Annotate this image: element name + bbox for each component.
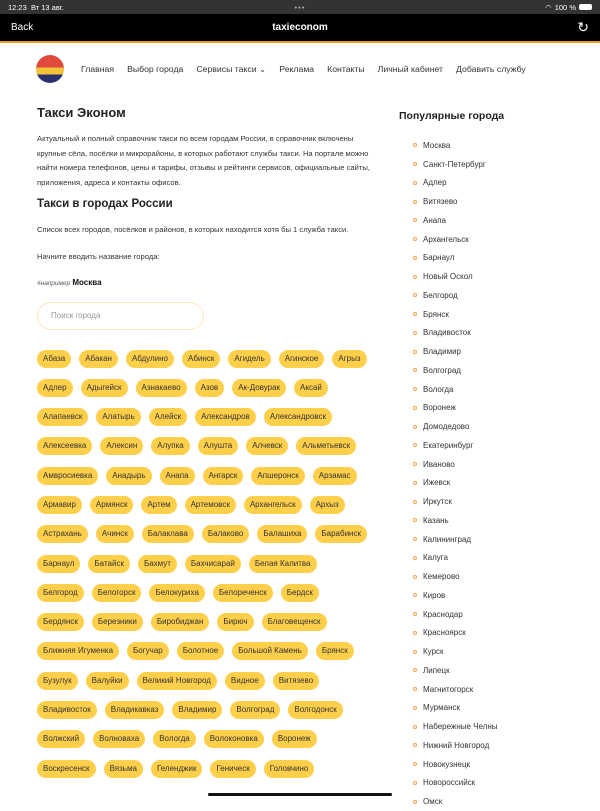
city-tag[interactable]: Адыгейск bbox=[81, 379, 128, 397]
city-tag[interactable]: Брянск bbox=[316, 642, 354, 660]
popular-city-label: Барнаул bbox=[423, 253, 455, 263]
city-tag-row bbox=[37, 408, 382, 426]
city-search-input[interactable] bbox=[37, 302, 204, 330]
popular-city-link[interactable] bbox=[399, 642, 589, 661]
popular-city-label: Нижний Новгород bbox=[423, 740, 490, 750]
popular-city-label: Владивосток bbox=[423, 328, 471, 338]
bullet-icon bbox=[413, 218, 417, 222]
popular-city-label: Мурманск bbox=[423, 703, 460, 713]
popular-city-label: Вологда bbox=[423, 384, 454, 394]
city-tag[interactable]: Агинское bbox=[279, 350, 325, 368]
city-tag-row bbox=[37, 496, 382, 514]
popular-city-link[interactable] bbox=[399, 717, 589, 736]
menu-item[interactable]: Выбор города bbox=[127, 64, 184, 74]
bullet-icon bbox=[413, 387, 417, 391]
bullet-icon bbox=[413, 425, 417, 429]
city-tag[interactable]: Биробиджан bbox=[151, 613, 210, 631]
popular-city-label: Иркутск bbox=[423, 497, 452, 507]
city-tag[interactable]: Абдулино bbox=[126, 350, 174, 368]
city-tag[interactable]: Адлер bbox=[37, 379, 73, 397]
city-tag-row bbox=[37, 467, 382, 485]
city-tag[interactable]: Головчино bbox=[264, 760, 315, 778]
popular-city-label: Кемерово bbox=[423, 572, 460, 582]
popular-city-label: Брянск bbox=[423, 309, 449, 319]
bullet-icon bbox=[413, 593, 417, 597]
city-tag[interactable]: Белая Калитва bbox=[249, 555, 317, 573]
popular-city-link[interactable] bbox=[399, 342, 589, 361]
popular-city-link[interactable] bbox=[399, 567, 589, 586]
menu-item[interactable]: Добавить службу bbox=[456, 64, 526, 74]
popular-city-label: Магнитогорск bbox=[423, 684, 474, 694]
intro-text: Актуальный и полный справочник такси по всем городам России, в справочник включены крупные сёла, посёлки и микрорайоны, в которых работают службы такси. На портале можно найти номера телефонов, цены и тарифы, отзывы и рейтинги сервисов, официальные сайты, приложения, адреса и контакты офисов. bbox=[37, 134, 370, 187]
bullet-icon bbox=[413, 143, 417, 147]
popular-city-link[interactable] bbox=[399, 530, 589, 549]
city-tag[interactable]: Белогорск bbox=[92, 584, 142, 602]
city-tag[interactable]: Армавир bbox=[37, 496, 82, 514]
city-tag[interactable]: Азов bbox=[195, 379, 225, 397]
popular-city-label: Иваново bbox=[423, 459, 455, 469]
main-title: Такси Эконом bbox=[37, 105, 152, 120]
city-tag-row bbox=[37, 642, 382, 660]
bullet-icon bbox=[413, 312, 417, 316]
popular-cities bbox=[399, 106, 589, 811]
city-tag[interactable]: Ближняя Игуменка bbox=[37, 642, 119, 660]
popular-city-label: Калуга bbox=[423, 553, 448, 563]
popular-city-label: Адлер bbox=[423, 178, 447, 188]
city-tag[interactable]: Абаза bbox=[37, 350, 71, 368]
city-tag[interactable]: Арзамас bbox=[313, 467, 357, 485]
popular-city-link[interactable] bbox=[399, 511, 589, 530]
city-tag[interactable]: Витязево bbox=[273, 672, 319, 690]
bullet-icon bbox=[413, 481, 417, 485]
popular-city-label: Казань bbox=[423, 515, 449, 525]
cities-description: Список всех городов, посёлков и районов, в которых находится хотя бы 1 служба такси. bbox=[37, 225, 349, 234]
city-tag[interactable]: Видное bbox=[225, 672, 265, 690]
popular-city-label: Курск bbox=[423, 647, 444, 657]
bullet-icon bbox=[413, 781, 417, 785]
bullet-icon bbox=[413, 275, 417, 279]
city-tag[interactable]: Белореченск bbox=[213, 584, 273, 602]
back-button[interactable]: Back bbox=[11, 22, 34, 33]
status-date: Вт 13 авг. bbox=[30, 2, 64, 12]
popular-city-label: Владимир bbox=[423, 347, 462, 357]
city-tag[interactable]: Батайск bbox=[88, 555, 130, 573]
popular-city-label: Красноярск bbox=[423, 628, 466, 638]
bullet-icon bbox=[413, 556, 417, 560]
city-tag[interactable]: Алейск bbox=[149, 408, 187, 426]
bullet-icon bbox=[413, 631, 417, 635]
city-tag[interactable]: Балаклава bbox=[142, 525, 194, 543]
popular-city-label: Набережные Челны bbox=[423, 722, 498, 732]
popular-city-label: Ижевск bbox=[423, 478, 451, 488]
city-tag[interactable]: Бердянск bbox=[37, 613, 84, 631]
city-tag[interactable]: Анапа bbox=[160, 467, 195, 485]
popular-city-link[interactable] bbox=[399, 699, 589, 718]
city-tag[interactable]: Ачинск bbox=[96, 525, 134, 543]
example-prefix: #например bbox=[37, 280, 71, 287]
city-tag[interactable]: Великий Новгород bbox=[137, 672, 217, 690]
city-tag-row bbox=[37, 701, 382, 719]
popular-city-link[interactable] bbox=[399, 474, 589, 493]
page-title: taxieconom bbox=[272, 22, 328, 33]
city-tag[interactable]: Александров bbox=[195, 408, 256, 426]
bullet-icon bbox=[413, 162, 417, 166]
app-navbar bbox=[0, 14, 600, 43]
city-tag-row bbox=[37, 437, 382, 455]
city-tag[interactable]: Архыз bbox=[310, 496, 345, 514]
city-tag-row bbox=[37, 525, 382, 543]
battery-icon bbox=[579, 4, 592, 10]
popular-city-link[interactable] bbox=[399, 211, 589, 230]
bullet-icon bbox=[413, 368, 417, 372]
bullet-icon bbox=[413, 406, 417, 410]
battery-percent: 100 % bbox=[554, 2, 576, 12]
cities-heading: Такси в городах России bbox=[37, 198, 183, 210]
popular-city-link[interactable] bbox=[399, 792, 589, 811]
popular-city-link[interactable] bbox=[399, 286, 589, 305]
bullet-icon bbox=[413, 293, 417, 297]
city-tag[interactable]: Астрахань bbox=[37, 525, 88, 543]
status-time: 12:23 bbox=[8, 2, 27, 12]
bullet-icon bbox=[413, 200, 417, 204]
popular-city-label: Липецк bbox=[423, 665, 450, 675]
bullet-icon bbox=[413, 612, 417, 616]
menu-item[interactable]: Личный кабинет bbox=[377, 64, 444, 74]
popular-city-link[interactable] bbox=[399, 249, 589, 268]
city-tag[interactable]: Бахмут bbox=[138, 555, 177, 573]
search-example bbox=[37, 276, 382, 292]
status-bar bbox=[0, 0, 600, 14]
popular-city-label: Краснодар bbox=[423, 609, 463, 619]
popular-city-link[interactable] bbox=[399, 586, 589, 605]
city-tag[interactable]: Болотное bbox=[177, 642, 225, 660]
city-tag[interactable]: Волгодонск bbox=[288, 701, 342, 719]
city-tag[interactable]: Балаково bbox=[202, 525, 249, 543]
popular-city-label: Екатеринбург bbox=[423, 440, 474, 450]
bullet-icon bbox=[413, 462, 417, 466]
popular-city-link[interactable] bbox=[399, 305, 589, 324]
popular-city-label: Архангельск bbox=[423, 234, 469, 244]
bullet-icon bbox=[413, 331, 417, 335]
popular-city-link[interactable] bbox=[399, 192, 589, 211]
site-menu bbox=[0, 43, 600, 95]
popular-city-link[interactable] bbox=[399, 755, 589, 774]
city-tag-row bbox=[37, 350, 382, 368]
city-tag[interactable]: Березники bbox=[92, 613, 143, 631]
city-tag[interactable]: Алексин bbox=[100, 437, 143, 455]
bullet-icon bbox=[413, 518, 417, 522]
popular-city-label: Омск bbox=[423, 797, 443, 807]
popular-city-link[interactable] bbox=[399, 324, 589, 343]
popular-city-link[interactable] bbox=[399, 380, 589, 399]
bullet-icon bbox=[413, 256, 417, 260]
city-tag[interactable]: Амвросиевка bbox=[37, 467, 98, 485]
city-tag-row bbox=[37, 613, 382, 631]
city-tag[interactable]: Волноваха bbox=[93, 730, 145, 748]
popular-city-link[interactable] bbox=[399, 605, 589, 624]
popular-city-link[interactable] bbox=[399, 624, 589, 643]
city-tag[interactable]: Бердск bbox=[281, 584, 319, 602]
city-tag[interactable]: Алчевск bbox=[246, 437, 288, 455]
bullet-icon bbox=[413, 237, 417, 241]
city-tag[interactable]: Валуйки bbox=[86, 672, 129, 690]
city-tag[interactable]: Артемовск bbox=[185, 496, 236, 514]
city-tag[interactable]: Азнакаево bbox=[136, 379, 187, 397]
city-tag[interactable]: Большой Камень bbox=[232, 642, 308, 660]
popular-city-link[interactable] bbox=[399, 136, 589, 155]
popular-city-label: Витязево bbox=[423, 197, 458, 207]
popular-city-link[interactable] bbox=[399, 361, 589, 380]
popular-city-link[interactable] bbox=[399, 661, 589, 680]
city-tag[interactable]: Алушта bbox=[198, 437, 238, 455]
bullet-icon bbox=[413, 687, 417, 691]
site-logo[interactable] bbox=[36, 55, 64, 83]
popular-city-label: Москва bbox=[423, 140, 451, 150]
city-tag-row bbox=[37, 730, 382, 748]
city-tag[interactable]: Воронеж bbox=[272, 730, 317, 748]
popular-city-label: Новокузнецк bbox=[423, 759, 471, 769]
popular-city-link[interactable] bbox=[399, 174, 589, 193]
popular-city-link[interactable] bbox=[399, 230, 589, 249]
city-tag[interactable]: Алупка bbox=[151, 437, 189, 455]
popular-city-label: Санкт-Петербург bbox=[423, 159, 486, 169]
bullet-icon bbox=[413, 650, 417, 654]
city-tag[interactable]: Абинск bbox=[182, 350, 220, 368]
city-tag[interactable]: Альметьевск bbox=[296, 437, 356, 455]
bullet-icon bbox=[413, 181, 417, 185]
city-tag[interactable]: Геническ bbox=[210, 760, 255, 778]
city-tag[interactable]: Барнаул bbox=[37, 555, 80, 573]
menu-item[interactable]: Главная bbox=[81, 64, 115, 74]
city-tag[interactable]: Вязьма bbox=[104, 760, 143, 778]
city-tag[interactable]: Апшеронск bbox=[251, 467, 304, 485]
example-city[interactable]: Москва bbox=[72, 278, 102, 287]
main-content bbox=[37, 104, 382, 789]
city-tag[interactable]: Ак-Довурак bbox=[232, 379, 286, 397]
city-tag[interactable]: Ангарск bbox=[203, 467, 244, 485]
popular-city-link[interactable] bbox=[399, 399, 589, 418]
city-tag[interactable]: Барабинск bbox=[315, 525, 367, 543]
city-tag-row bbox=[37, 672, 382, 690]
bullet-icon bbox=[413, 443, 417, 447]
bullet-icon bbox=[413, 668, 417, 672]
popular-city-label: Воронеж bbox=[423, 403, 456, 413]
city-tag[interactable]: Александровск bbox=[264, 408, 332, 426]
search-prompt: Начните вводить название города: bbox=[37, 251, 160, 261]
popular-city-label: Калининград bbox=[423, 534, 472, 544]
city-tag[interactable]: Балашиха bbox=[257, 525, 307, 543]
popular-city-link[interactable] bbox=[399, 774, 589, 793]
city-tag[interactable]: Аксай bbox=[294, 379, 328, 397]
city-tag[interactable]: Вологда bbox=[153, 730, 196, 748]
city-tag[interactable]: Богучар bbox=[127, 642, 169, 660]
city-tag[interactable]: Бирюч bbox=[217, 613, 253, 631]
city-tag[interactable]: Агрыз bbox=[332, 350, 366, 368]
bullet-icon bbox=[413, 762, 417, 766]
city-tag[interactable]: Волжский bbox=[37, 730, 85, 748]
bullet-icon bbox=[413, 537, 417, 541]
wifi-icon: ◠ bbox=[545, 2, 552, 12]
popular-city-link[interactable] bbox=[399, 267, 589, 286]
city-tag[interactable]: Белгород bbox=[37, 584, 84, 602]
bullet-icon bbox=[413, 350, 417, 354]
popular-city-link[interactable] bbox=[399, 736, 589, 755]
city-tag[interactable]: Абакан bbox=[79, 350, 118, 368]
city-tag[interactable]: Владикавказ bbox=[105, 701, 165, 719]
city-tag[interactable]: Артем bbox=[141, 496, 176, 514]
city-tag[interactable]: Волоконовка bbox=[204, 730, 264, 748]
city-tag[interactable]: Агидель bbox=[228, 350, 270, 368]
bullet-icon bbox=[413, 500, 417, 504]
popular-city-label: Белгород bbox=[423, 290, 458, 300]
popular-city-label: Новый Оскол bbox=[423, 272, 473, 282]
city-tag[interactable]: Бузулук bbox=[37, 672, 78, 690]
city-tag[interactable]: Волгоград bbox=[230, 701, 280, 719]
popular-city-link[interactable] bbox=[399, 155, 589, 174]
bullet-icon bbox=[413, 575, 417, 579]
popular-cities-title: Популярные города bbox=[399, 110, 505, 122]
menu-item[interactable]: Сервисы такси ⌄ bbox=[196, 63, 267, 74]
popular-city-link[interactable] bbox=[399, 680, 589, 699]
popular-city-label: Новороссийск bbox=[423, 778, 476, 788]
bullet-icon bbox=[413, 743, 417, 747]
city-tag[interactable]: Владимир bbox=[172, 701, 222, 719]
city-tag[interactable]: Белокуриха bbox=[149, 584, 204, 602]
popular-city-label: Домодедово bbox=[423, 422, 470, 432]
popular-city-link[interactable] bbox=[399, 436, 589, 455]
city-tag[interactable]: Владивосток bbox=[37, 701, 97, 719]
city-tag-row bbox=[37, 760, 382, 778]
popular-city-link[interactable] bbox=[399, 492, 589, 511]
city-tag[interactable]: Геленджик bbox=[151, 760, 203, 778]
popular-city-label: Киров bbox=[423, 590, 446, 600]
city-tag[interactable]: Благовещенск bbox=[262, 613, 327, 631]
reload-icon[interactable]: ↻ bbox=[577, 19, 589, 35]
city-tag[interactable]: Воскресенск bbox=[37, 760, 96, 778]
menu-item[interactable]: Контакты bbox=[327, 64, 365, 74]
multitask-dots-icon[interactable]: ••• bbox=[294, 2, 306, 12]
city-tag[interactable]: Алатырь bbox=[96, 408, 140, 426]
popular-city-label: Волгоград bbox=[423, 365, 461, 375]
city-tag[interactable]: Анадырь bbox=[106, 467, 151, 485]
city-tag-row bbox=[37, 584, 382, 602]
bullet-icon bbox=[413, 725, 417, 729]
city-tag[interactable]: Алексеевка bbox=[37, 437, 92, 455]
popular-city-link[interactable] bbox=[399, 549, 589, 568]
popular-city-label: Анапа bbox=[423, 215, 446, 225]
bullet-icon bbox=[413, 706, 417, 710]
city-tag[interactable]: Архангельск bbox=[244, 496, 302, 514]
city-tag[interactable]: Бахчисарай bbox=[185, 555, 241, 573]
city-tag[interactable]: Армянск bbox=[90, 496, 134, 514]
city-tag[interactable]: Алапаевск bbox=[37, 408, 88, 426]
city-tag-list bbox=[37, 350, 382, 778]
bullet-icon bbox=[413, 800, 417, 804]
city-tag-row bbox=[37, 555, 382, 573]
popular-city-link[interactable] bbox=[399, 417, 589, 436]
city-tag-row bbox=[37, 379, 382, 397]
menu-item[interactable]: Реклама bbox=[279, 64, 315, 74]
home-indicator[interactable] bbox=[208, 793, 392, 796]
popular-city-link[interactable] bbox=[399, 455, 589, 474]
